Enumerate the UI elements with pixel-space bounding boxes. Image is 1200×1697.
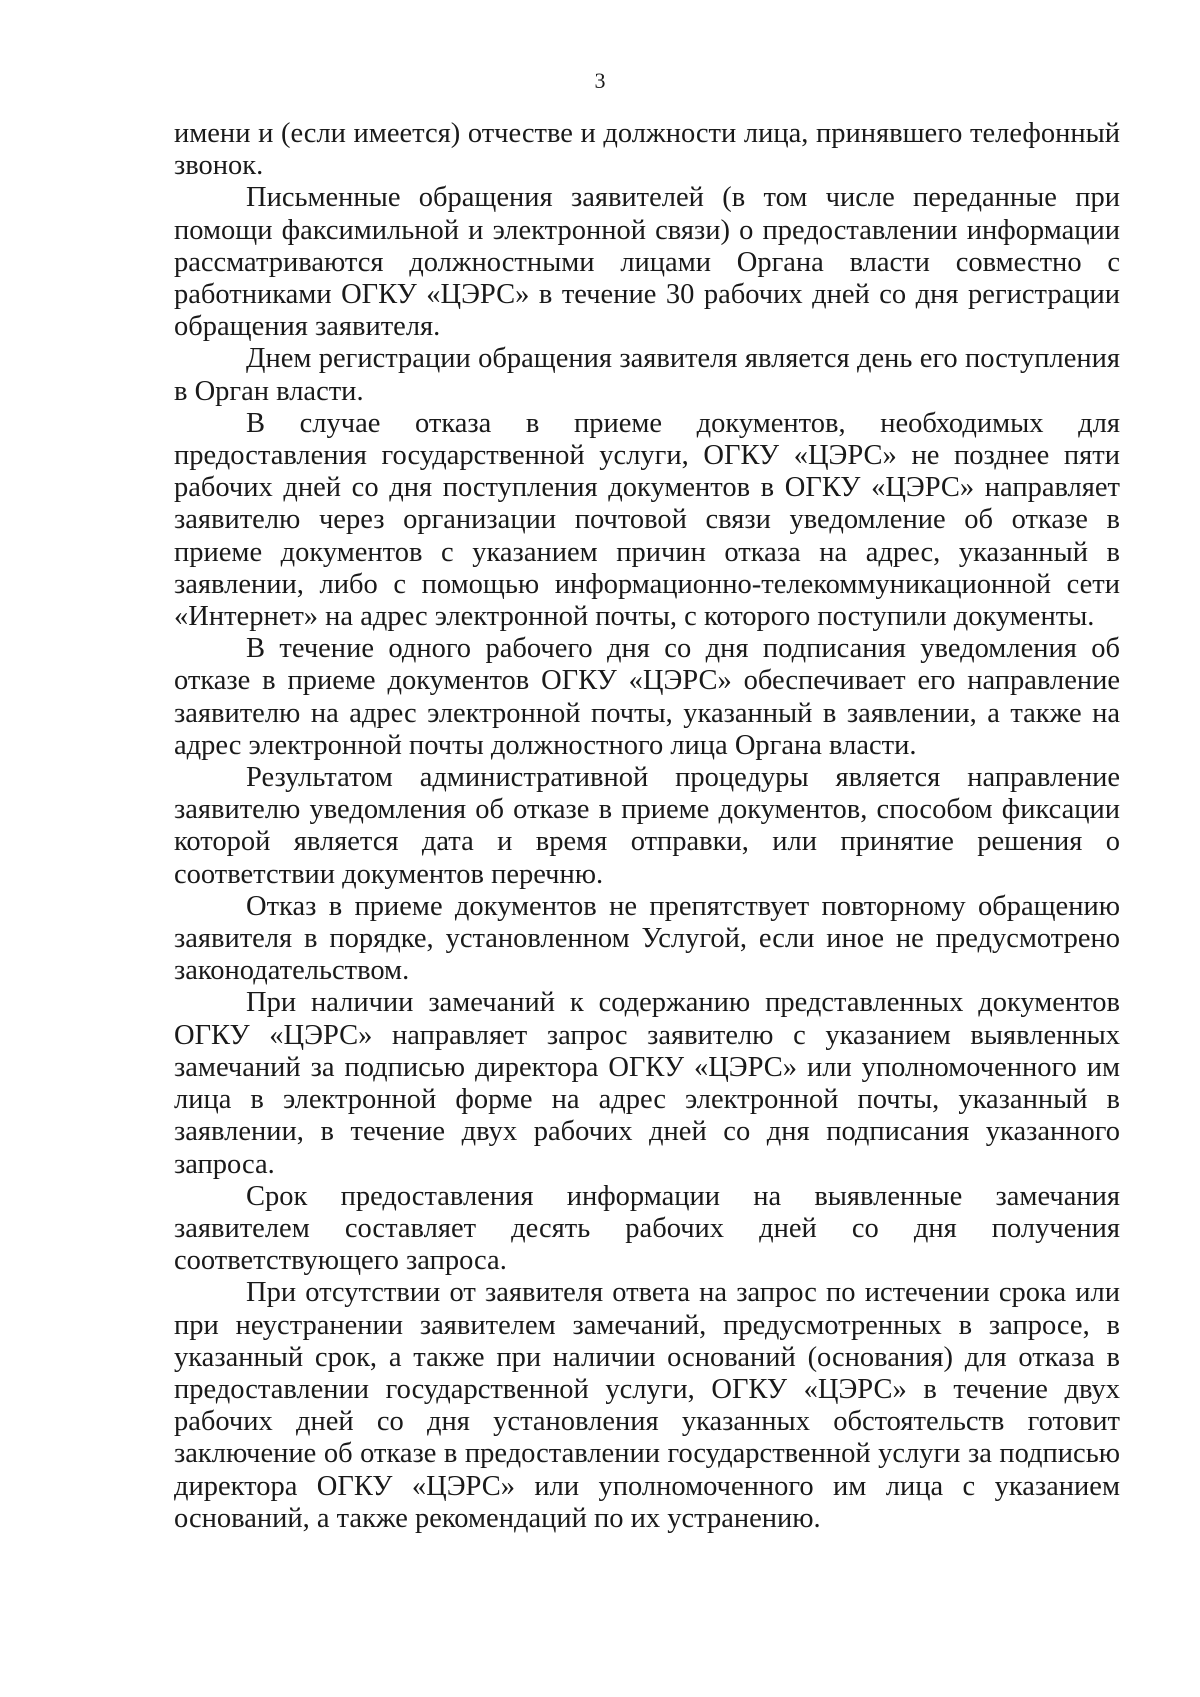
paragraph-repeat-request: Отказ в приеме документов не препятствует повторному обращению заявителя в порядке, установленном Услугой, если иное не предусмотрено законодательством. (174, 890, 1120, 987)
paragraph-refusal-case: В случае отказа в приеме документов, необходимых для предоставления государственной услуги, ОГКУ «ЦЭРС» не позднее пяти рабочих дней со дня поступления документов в ОГКУ «ЦЭРС» направляет заявителю через организации почтовой связи уведомление об отказе в приеме документов с указанием причин отказа на адрес, указанный в заявлении, либо с помощью информационно-телекоммуникационной сети «Интернет» на адрес электронной почты, с которого поступили документы. (174, 407, 1120, 633)
document-body (174, 118, 1120, 1535)
paragraph-procedure-result: Результатом административной процедуры является направление заявителю уведомления об отказе в приеме документов, способом фиксации которой является дата и время отправки, или принятие решения о соответствии документов перечню. (174, 762, 1120, 890)
paragraph-registration-day: Днем регистрации обращения заявителя является день его поступления в Орган власти. (174, 343, 1120, 407)
page-number: 3 (594, 68, 606, 93)
paragraph-remarks-deadline: Срок предоставления информации на выявленные замечания заявителем составляет десять рабочих дней со дня получения соответствующего запроса. (174, 1180, 1120, 1277)
paragraph-remarks: При наличии замечаний к содержанию представленных документов ОГКУ «ЦЭРС» направляет запрос заявителю с указанием выявленных замечаний за подписью директора ОГКУ «ЦЭРС» или уполномоченного им лица в электронной форме на адрес электронной почты, указанный в заявлении, в течение двух рабочих дней со дня подписания указанного запроса. (174, 987, 1120, 1180)
paragraph-refusal-notification: В течение одного рабочего дня со дня подписания уведомления об отказе в приеме документов ОГКУ «ЦЭРС» обеспечивает его направление заявителю на адрес электронной почты, указанный в заявлении, а также на адрес электронной почты должностного лица Органа власти. (174, 633, 1120, 761)
paragraph-written-requests: Письменные обращения заявителей (в том числе переданные при помощи факсимильной и электронной связи) о предоставлении информации рассматриваются должностными лицами Органа власти совместно с работниками ОГКУ «ЦЭРС» в течение 30 рабочих дней со дня регистрации обращения заявителя. (174, 182, 1120, 343)
paragraph-continuation: имени и (если имеется) отчестве и должности лица, принявшего телефонный звонок. (174, 118, 1120, 182)
paragraph-refusal-conclusion: При отсутствии от заявителя ответа на запрос по истечении срока или при неустранении заявителем замечаний, предусмотренных в запросе, в указанный срок, а также при наличии оснований (основания) для отказа в предоставлении государственной услуги, ОГКУ «ЦЭРС» в течение двух рабочих дней со дня установления указанных обстоятельств готовит заключение об отказе в предоставлении государственной услуги за подписью директора ОГКУ «ЦЭРС» или уполномоченного им лица с указанием оснований, а также рекомендаций по их устранению. (174, 1277, 1120, 1534)
